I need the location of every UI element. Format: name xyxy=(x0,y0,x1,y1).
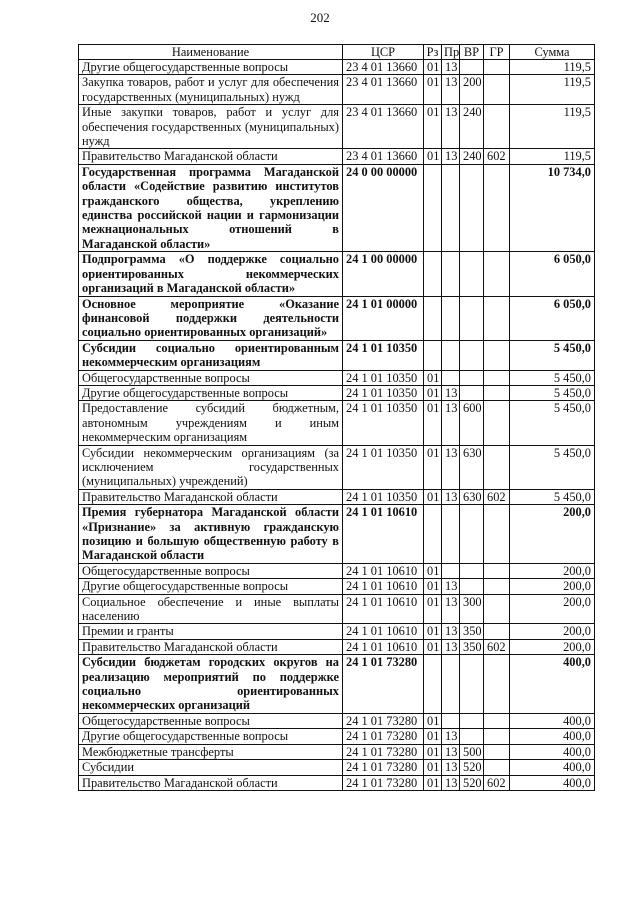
cell-gr xyxy=(484,505,510,564)
header-rz: Рз xyxy=(424,45,442,60)
cell-sum: 5 450,0 xyxy=(510,370,595,385)
cell-pr: 13 xyxy=(442,401,460,445)
cell-pr xyxy=(442,252,460,296)
cell-name: Межбюджетные трансферты xyxy=(79,744,343,759)
cell-vr xyxy=(460,385,484,400)
cell-pr: 13 xyxy=(442,744,460,759)
page-number: 202 xyxy=(310,10,330,25)
cell-gr xyxy=(484,340,510,370)
cell-name: Премия губернатора Магаданской области «Признание» за активную гражданскую позицию и большую общественную работу в Магаданской области xyxy=(79,505,343,564)
table-row xyxy=(79,775,595,790)
cell-pr xyxy=(442,713,460,728)
cell-gr xyxy=(484,252,510,296)
cell-rz: 01 xyxy=(424,489,442,504)
cell-pr: 13 xyxy=(442,624,460,639)
table-row xyxy=(79,563,595,578)
table-row xyxy=(79,60,595,75)
cell-vr: 200 xyxy=(460,75,484,105)
cell-pr xyxy=(442,296,460,340)
cell-csr: 24 1 01 73280 xyxy=(343,760,424,775)
cell-vr xyxy=(460,655,484,714)
cell-csr: 24 1 01 10610 xyxy=(343,624,424,639)
header-sum: Сумма xyxy=(510,45,595,60)
cell-rz: 01 xyxy=(424,624,442,639)
cell-name: Субсидии бюджетам городских округов на реализацию мероприятий по поддержке социально ориентированных некоммерческих организаций xyxy=(79,655,343,714)
cell-vr: 300 xyxy=(460,594,484,624)
cell-csr: 24 1 01 10610 xyxy=(343,594,424,624)
cell-sum: 400,0 xyxy=(510,744,595,759)
cell-gr xyxy=(484,75,510,105)
cell-gr xyxy=(484,105,510,149)
cell-name: Субсидии некоммерческим организациям (за исключением государственных (муниципальных) учреждений) xyxy=(79,445,343,489)
cell-gr xyxy=(484,729,510,744)
cell-pr xyxy=(442,340,460,370)
table-row xyxy=(79,729,595,744)
cell-sum: 200,0 xyxy=(510,639,595,654)
cell-rz xyxy=(424,252,442,296)
table-row xyxy=(79,505,595,564)
cell-vr: 240 xyxy=(460,149,484,164)
table-row xyxy=(79,370,595,385)
cell-vr xyxy=(460,340,484,370)
cell-vr: 630 xyxy=(460,489,484,504)
header-csr: ЦСР xyxy=(343,45,424,60)
cell-pr xyxy=(442,370,460,385)
cell-pr xyxy=(442,655,460,714)
cell-pr: 13 xyxy=(442,60,460,75)
cell-sum: 6 050,0 xyxy=(510,252,595,296)
cell-csr: 24 1 01 73280 xyxy=(343,655,424,714)
cell-gr xyxy=(484,713,510,728)
cell-name: Субсидии социально ориентированным некоммерческим организациям xyxy=(79,340,343,370)
cell-rz: 01 xyxy=(424,729,442,744)
cell-name: Другие общегосударственные вопросы xyxy=(79,729,343,744)
cell-pr xyxy=(442,164,460,251)
cell-pr: 13 xyxy=(442,385,460,400)
cell-vr xyxy=(460,296,484,340)
table-row xyxy=(79,401,595,445)
cell-sum: 400,0 xyxy=(510,655,595,714)
cell-sum: 200,0 xyxy=(510,594,595,624)
cell-csr: 24 1 00 00000 xyxy=(343,252,424,296)
table-row xyxy=(79,624,595,639)
cell-vr: 600 xyxy=(460,401,484,445)
cell-name: Закупка товаров, работ и услуг для обеспечения государственных (муниципальных) нужд xyxy=(79,75,343,105)
cell-vr: 520 xyxy=(460,760,484,775)
table-row xyxy=(79,340,595,370)
cell-sum: 119,5 xyxy=(510,149,595,164)
cell-gr xyxy=(484,624,510,639)
header-name: Наименование xyxy=(79,45,343,60)
cell-gr xyxy=(484,744,510,759)
cell-pr: 13 xyxy=(442,489,460,504)
cell-pr: 13 xyxy=(442,760,460,775)
cell-vr: 240 xyxy=(460,105,484,149)
cell-name: Субсидии xyxy=(79,760,343,775)
cell-name: Правительство Магаданской области xyxy=(79,775,343,790)
cell-gr xyxy=(484,401,510,445)
cell-pr: 13 xyxy=(442,75,460,105)
table-row xyxy=(79,296,595,340)
cell-sum: 200,0 xyxy=(510,505,595,564)
cell-sum: 5 450,0 xyxy=(510,340,595,370)
header-gr: ГР xyxy=(484,45,510,60)
cell-csr: 23 4 01 13660 xyxy=(343,75,424,105)
cell-csr: 24 1 01 73280 xyxy=(343,744,424,759)
cell-sum: 5 450,0 xyxy=(510,401,595,445)
cell-gr xyxy=(484,370,510,385)
cell-pr: 13 xyxy=(442,594,460,624)
cell-name: Правительство Магаданской области xyxy=(79,489,343,504)
table-row xyxy=(79,75,595,105)
cell-sum: 5 450,0 xyxy=(510,385,595,400)
cell-gr xyxy=(484,385,510,400)
cell-rz: 01 xyxy=(424,401,442,445)
cell-name: Правительство Магаданской области xyxy=(79,639,343,654)
cell-rz xyxy=(424,505,442,564)
budget-table xyxy=(78,44,595,791)
cell-name: Правительство Магаданской области xyxy=(79,149,343,164)
cell-gr xyxy=(484,60,510,75)
cell-pr xyxy=(442,505,460,564)
cell-rz: 01 xyxy=(424,713,442,728)
cell-sum: 119,5 xyxy=(510,60,595,75)
cell-csr: 24 1 01 73280 xyxy=(343,729,424,744)
cell-pr xyxy=(442,563,460,578)
cell-sum: 6 050,0 xyxy=(510,296,595,340)
cell-name: Другие общегосударственные вопросы xyxy=(79,60,343,75)
cell-sum: 200,0 xyxy=(510,624,595,639)
cell-name: Общегосударственные вопросы xyxy=(79,370,343,385)
table-row xyxy=(79,655,595,714)
cell-csr: 24 1 01 10610 xyxy=(343,639,424,654)
cell-gr xyxy=(484,760,510,775)
cell-vr: 500 xyxy=(460,744,484,759)
table-row xyxy=(79,744,595,759)
cell-rz: 01 xyxy=(424,760,442,775)
cell-name: Другие общегосударственные вопросы xyxy=(79,579,343,594)
cell-rz: 01 xyxy=(424,744,442,759)
cell-csr: 24 1 01 10350 xyxy=(343,385,424,400)
table-row xyxy=(79,164,595,251)
cell-gr: 602 xyxy=(484,149,510,164)
cell-vr xyxy=(460,713,484,728)
header-pr: Пр xyxy=(442,45,460,60)
cell-csr: 23 4 01 13660 xyxy=(343,149,424,164)
cell-pr: 13 xyxy=(442,729,460,744)
cell-name: Социальное обеспечение и иные выплаты населению xyxy=(79,594,343,624)
cell-sum: 400,0 xyxy=(510,713,595,728)
cell-csr: 24 1 01 10350 xyxy=(343,489,424,504)
cell-rz: 01 xyxy=(424,149,442,164)
cell-gr: 602 xyxy=(484,489,510,504)
cell-csr: 24 1 01 73280 xyxy=(343,713,424,728)
cell-sum: 200,0 xyxy=(510,579,595,594)
cell-sum: 400,0 xyxy=(510,775,595,790)
cell-gr xyxy=(484,164,510,251)
cell-name: Предоставление субсидий бюджетным, автономным учреждениям и иным некоммерческим организациям xyxy=(79,401,343,445)
cell-sum: 119,5 xyxy=(510,75,595,105)
cell-sum: 200,0 xyxy=(510,563,595,578)
cell-rz: 01 xyxy=(424,445,442,489)
cell-pr: 13 xyxy=(442,445,460,489)
cell-gr xyxy=(484,655,510,714)
table-row xyxy=(79,594,595,624)
cell-rz: 01 xyxy=(424,563,442,578)
cell-vr xyxy=(460,729,484,744)
cell-rz: 01 xyxy=(424,775,442,790)
cell-name: Общегосударственные вопросы xyxy=(79,563,343,578)
cell-rz: 01 xyxy=(424,105,442,149)
cell-name: Государственная программа Магаданской области «Содействие развитию институтов гражданского общества, укреплению единства российской нации и гармонизации межнациональных отношений в Магаданской области» xyxy=(79,164,343,251)
cell-rz: 01 xyxy=(424,60,442,75)
cell-gr: 602 xyxy=(484,775,510,790)
cell-vr: 630 xyxy=(460,445,484,489)
cell-pr: 13 xyxy=(442,579,460,594)
cell-pr: 13 xyxy=(442,149,460,164)
cell-gr xyxy=(484,594,510,624)
cell-vr xyxy=(460,563,484,578)
cell-name: Иные закупки товаров, работ и услуг для обеспечения государственных (муниципальных) нужд xyxy=(79,105,343,149)
table-row xyxy=(79,489,595,504)
cell-rz: 01 xyxy=(424,370,442,385)
table-row xyxy=(79,445,595,489)
cell-sum: 5 450,0 xyxy=(510,489,595,504)
cell-vr xyxy=(460,164,484,251)
cell-name: Подпрограмма «О поддержке социально ориентированных некоммерческих организаций в Магаданской области» xyxy=(79,252,343,296)
cell-vr: 350 xyxy=(460,624,484,639)
cell-pr: 13 xyxy=(442,639,460,654)
cell-gr xyxy=(484,563,510,578)
cell-vr xyxy=(460,252,484,296)
cell-vr: 350 xyxy=(460,639,484,654)
cell-sum: 10 734,0 xyxy=(510,164,595,251)
table-row xyxy=(79,385,595,400)
cell-rz: 01 xyxy=(424,639,442,654)
cell-name: Общегосударственные вопросы xyxy=(79,713,343,728)
cell-csr: 24 1 01 10350 xyxy=(343,445,424,489)
table-row xyxy=(79,252,595,296)
cell-sum: 400,0 xyxy=(510,760,595,775)
cell-csr: 24 1 01 10350 xyxy=(343,370,424,385)
cell-gr: 602 xyxy=(484,639,510,654)
cell-vr xyxy=(460,60,484,75)
cell-csr: 24 1 01 10350 xyxy=(343,340,424,370)
cell-csr: 24 1 01 10610 xyxy=(343,563,424,578)
cell-rz xyxy=(424,164,442,251)
cell-rz xyxy=(424,340,442,370)
cell-pr: 13 xyxy=(442,105,460,149)
cell-gr xyxy=(484,579,510,594)
cell-rz xyxy=(424,655,442,714)
cell-vr xyxy=(460,505,484,564)
cell-gr xyxy=(484,445,510,489)
cell-csr: 24 1 01 10350 xyxy=(343,401,424,445)
cell-sum: 119,5 xyxy=(510,105,595,149)
cell-name: Премии и гранты xyxy=(79,624,343,639)
cell-csr: 24 1 01 10610 xyxy=(343,579,424,594)
cell-csr: 23 4 01 13660 xyxy=(343,60,424,75)
cell-csr: 23 4 01 13660 xyxy=(343,105,424,149)
cell-name: Другие общегосударственные вопросы xyxy=(79,385,343,400)
cell-vr: 520 xyxy=(460,775,484,790)
table-row xyxy=(79,713,595,728)
cell-csr: 24 1 01 73280 xyxy=(343,775,424,790)
cell-rz xyxy=(424,296,442,340)
table-body xyxy=(79,60,595,791)
cell-vr xyxy=(460,370,484,385)
cell-gr xyxy=(484,296,510,340)
cell-rz: 01 xyxy=(424,579,442,594)
cell-rz: 01 xyxy=(424,385,442,400)
table-row xyxy=(79,760,595,775)
cell-name: Основное мероприятие «Оказание финансовой поддержки деятельности социально ориентированных организаций» xyxy=(79,296,343,340)
table-header-row xyxy=(79,45,595,60)
header-vr: ВР xyxy=(460,45,484,60)
table-row xyxy=(79,149,595,164)
cell-rz: 01 xyxy=(424,75,442,105)
cell-sum: 5 450,0 xyxy=(510,445,595,489)
cell-csr: 24 1 01 00000 xyxy=(343,296,424,340)
cell-csr: 24 1 01 10610 xyxy=(343,505,424,564)
table-row xyxy=(79,105,595,149)
cell-pr: 13 xyxy=(442,775,460,790)
cell-vr xyxy=(460,579,484,594)
cell-rz: 01 xyxy=(424,594,442,624)
cell-csr: 24 0 00 00000 xyxy=(343,164,424,251)
table-row xyxy=(79,579,595,594)
table-row xyxy=(79,639,595,654)
cell-sum: 400,0 xyxy=(510,729,595,744)
